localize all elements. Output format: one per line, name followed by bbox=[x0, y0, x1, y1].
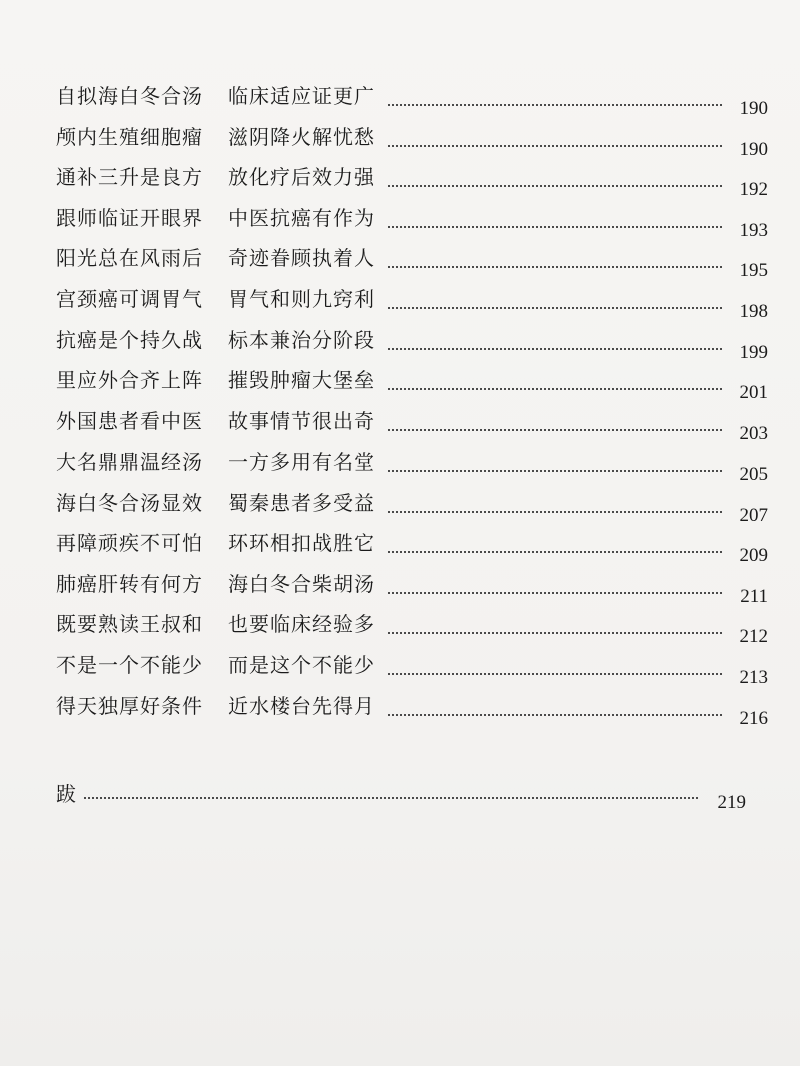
dot-leader bbox=[388, 551, 722, 553]
toc-entry-title-right: 滋阴降火解忧愁 bbox=[228, 125, 375, 149]
toc-entry bbox=[56, 653, 768, 693]
dot-leader bbox=[388, 307, 722, 309]
toc-entry-title-right: 标本兼治分阶段 bbox=[228, 328, 375, 352]
toc-entry-title-right: 故事情节很出奇 bbox=[228, 409, 375, 433]
toc-entry-page: 205 bbox=[739, 464, 768, 485]
toc-entry-title-left: 海白冬合汤显效 bbox=[56, 491, 203, 515]
toc-entry-title-left: 自拟海白冬合汤 bbox=[56, 84, 203, 108]
toc-entry-page: 209 bbox=[739, 545, 768, 566]
toc-entry-title-left: 再障顽疾不可怕 bbox=[56, 531, 203, 555]
toc-entry-title-right: 海白冬合柴胡汤 bbox=[228, 572, 375, 596]
toc-entry-title-left: 通补三升是良方 bbox=[56, 165, 203, 189]
toc-entry-title-right: 临床适应证更广 bbox=[228, 84, 375, 108]
toc-entry bbox=[56, 491, 768, 531]
dot-leader bbox=[388, 429, 722, 431]
toc-entry-title-left: 得天独厚好条件 bbox=[56, 694, 203, 718]
toc-entry-page: 207 bbox=[739, 505, 768, 526]
toc-entry-title-right: 放化疗后效力强 bbox=[228, 165, 375, 189]
dot-leader bbox=[388, 226, 722, 228]
toc-entry-title-left: 既要熟读王叔和 bbox=[56, 612, 203, 636]
toc-entry-title-right: 蜀秦患者多受益 bbox=[228, 491, 375, 515]
toc-entry bbox=[56, 125, 768, 165]
toc-entry-title-right: 也要临床经验多 bbox=[228, 612, 375, 636]
postscript-page: 219 bbox=[717, 792, 746, 813]
toc-entry bbox=[56, 572, 768, 612]
toc-entry-title-left: 阳光总在风雨后 bbox=[56, 246, 203, 270]
toc-entry bbox=[56, 165, 768, 205]
toc-entry bbox=[56, 612, 768, 652]
toc-entry-title-right: 胃气和则九窍利 bbox=[228, 287, 375, 311]
toc-entry-title-left: 跟师临证开眼界 bbox=[56, 206, 203, 230]
toc-entry-page: 212 bbox=[739, 626, 768, 647]
dot-leader bbox=[388, 592, 722, 594]
toc-entry-title-left: 宫颈癌可调胃气 bbox=[56, 287, 203, 311]
toc-entry-page: 198 bbox=[739, 301, 768, 322]
toc-entry bbox=[56, 328, 768, 368]
dot-leader bbox=[388, 388, 722, 390]
toc-entry bbox=[56, 409, 768, 449]
toc-entry-title-left: 抗癌是个持久战 bbox=[56, 328, 203, 352]
toc-entry-page: 201 bbox=[739, 382, 768, 403]
dot-leader bbox=[388, 470, 722, 472]
dot-leader bbox=[388, 185, 722, 187]
toc-entry-page: 199 bbox=[739, 342, 768, 363]
postscript-title: 跋 bbox=[56, 782, 77, 806]
toc-entry-page: 193 bbox=[739, 220, 768, 241]
toc-entry bbox=[56, 246, 768, 286]
toc-entry-page: 211 bbox=[740, 586, 768, 607]
toc-entry-title-right: 环环相扣战胜它 bbox=[228, 531, 375, 555]
toc-entry-page: 213 bbox=[739, 667, 768, 688]
toc-entry bbox=[56, 450, 768, 490]
dot-leader bbox=[388, 673, 722, 675]
toc-entry-page: 190 bbox=[739, 98, 768, 119]
toc-entry-page: 190 bbox=[739, 139, 768, 160]
toc-entry-title-right: 而是这个不能少 bbox=[228, 653, 375, 677]
dot-leader bbox=[388, 104, 722, 106]
toc-entry-page: 192 bbox=[739, 179, 768, 200]
toc-entry-title-left: 外国患者看中医 bbox=[56, 409, 203, 433]
toc-entry-page: 216 bbox=[739, 708, 768, 729]
toc-entry bbox=[56, 694, 768, 734]
toc-entry-title-right: 摧毁肿瘤大堡垒 bbox=[228, 368, 375, 392]
dot-leader bbox=[388, 714, 722, 716]
toc-entry-title-right: 一方多用有名堂 bbox=[228, 450, 375, 474]
toc-entry-title-left: 不是一个不能少 bbox=[56, 653, 203, 677]
toc-postscript-entry bbox=[56, 782, 768, 822]
toc-entry-title-right: 奇迹眷顾执着人 bbox=[228, 246, 375, 270]
toc-entry-title-right: 近水楼台先得月 bbox=[228, 694, 375, 718]
toc-entry-title-right: 中医抗癌有作为 bbox=[228, 206, 375, 230]
toc-entry bbox=[56, 531, 768, 571]
toc-entry bbox=[56, 287, 768, 327]
dot-leader bbox=[388, 511, 722, 513]
toc-entry-title-left: 肺癌肝转有何方 bbox=[56, 572, 203, 596]
toc-entry bbox=[56, 84, 768, 124]
toc-entry bbox=[56, 206, 768, 246]
toc-entry-title-left: 颅内生殖细胞瘤 bbox=[56, 125, 203, 149]
toc-entry bbox=[56, 368, 768, 408]
dot-leader bbox=[388, 348, 722, 350]
toc-entry-page: 203 bbox=[739, 423, 768, 444]
toc-entry-title-left: 大名鼎鼎温经汤 bbox=[56, 450, 203, 474]
toc-entry-page: 195 bbox=[739, 260, 768, 281]
dot-leader bbox=[84, 797, 698, 799]
dot-leader bbox=[388, 632, 722, 634]
dot-leader bbox=[388, 145, 722, 147]
dot-leader bbox=[388, 266, 722, 268]
toc-entry-title-left: 里应外合齐上阵 bbox=[56, 368, 203, 392]
